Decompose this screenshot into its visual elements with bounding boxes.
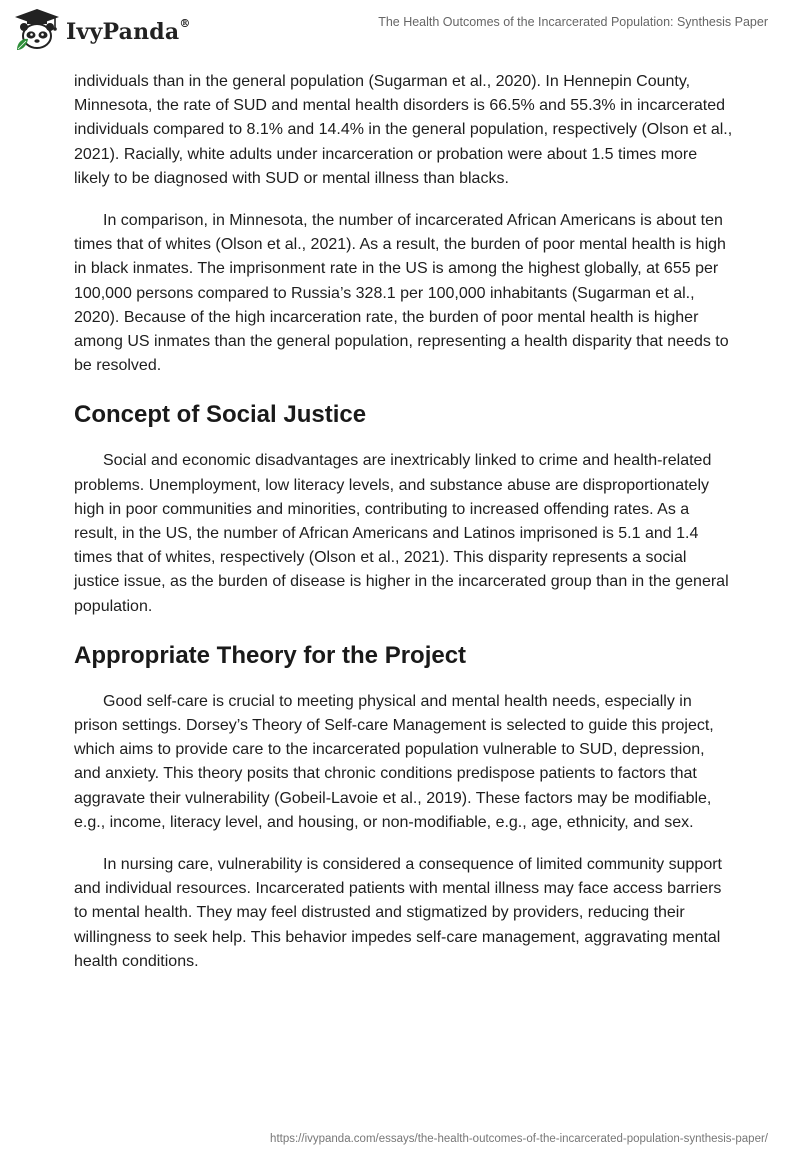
heading-appropriate-theory: Appropriate Theory for the Project [74,641,467,669]
logo-wordmark: IvyPanda® [66,17,191,45]
essay-body [74,70,734,992]
panda-graduate-icon [14,8,60,52]
page-header [0,0,800,70]
source-url[interactable]: https://ivypanda.com/essays/the-health-outcomes-of-the-incarcerated-population-synthesis-paper/ [270,1133,768,1145]
paragraph-1: individuals than in the general population (Sugarman et al., 2020). In Hennepin County, Minnesota, the rate of SUD and mental health disorders is 66.5% and 55.3% in incarcerated individuals compared to 8.1% and 14.4% in the general population, respectively (Olson et al., 2021). Racially, white adults under incarceration or probation were about 1.5 times more likely to be diagnosed with SUD or mental illness than blacks. [74,73,733,187]
paragraph-5: In nursing care, vulnerability is considered a consequence of limited community support and individual resources. Incarcerated patients with mental illness may face access barriers to mental health. They may feel distrusted and stigmatized by providers, reducing their willingness to seek help. This behavior impedes self-care management, aggravating mental health conditions. [74,856,722,970]
registered-mark: ® [179,17,191,30]
paragraph-4: Good self-care is crucial to meeting physical and mental health needs, especially in prison settings. Dorsey’s Theory of Self-care Management is selected to guide this project, which aims to provide care to the incarcerated population vulnerable to SUD, depression, and anxiety. This theory posits that chronic conditions predispose patients to factors that aggravate their vulnerability (Gobeil-Lavoie et al., 2019). These factors may be modifiable, e.g., income, literacy level, and housing, or non-modifiable, e.g., age, ethnicity, and sex. [74,692,714,831]
document-title: The Health Outcomes of the Incarcerated Population: Synthesis Paper [378,15,768,29]
paragraph-3: Social and economic disadvantages are inextricably linked to crime and health-related problems. Unemployment, low literacy levels, and substance abuse are disproportionately high in poor communities and minorities, contributing to increased offending rates. As a result, in the US, the number of African Americans and Latinos imprisoned is 5.1 and 1.4 times that of whites, respectively (Olson et al., 2021). This disparity represents a social justice issue, as the burden of disease is higher in the incarcerated group than in the general population. [74,452,729,615]
paragraph-2: In comparison, in Minnesota, the number of incarcerated African Americans is about ten times that of whites (Olson et al., 2021). As a result, the burden of poor mental health is high in black inmates. The imprisonment rate in the US is among the highest globally, at 655 per 100,000 persons compared to Russia’s 328.1 per 100,000 inhabitants (Sugarman et al., 2020). Because of the high incarceration rate, the burden of poor mental health is higher among US inmates than the general population, representing a health disparity that needs to be resolved. [74,212,729,375]
ivypanda-logo[interactable] [14,8,191,52]
heading-social-justice: Concept of Social Justice [74,401,367,429]
